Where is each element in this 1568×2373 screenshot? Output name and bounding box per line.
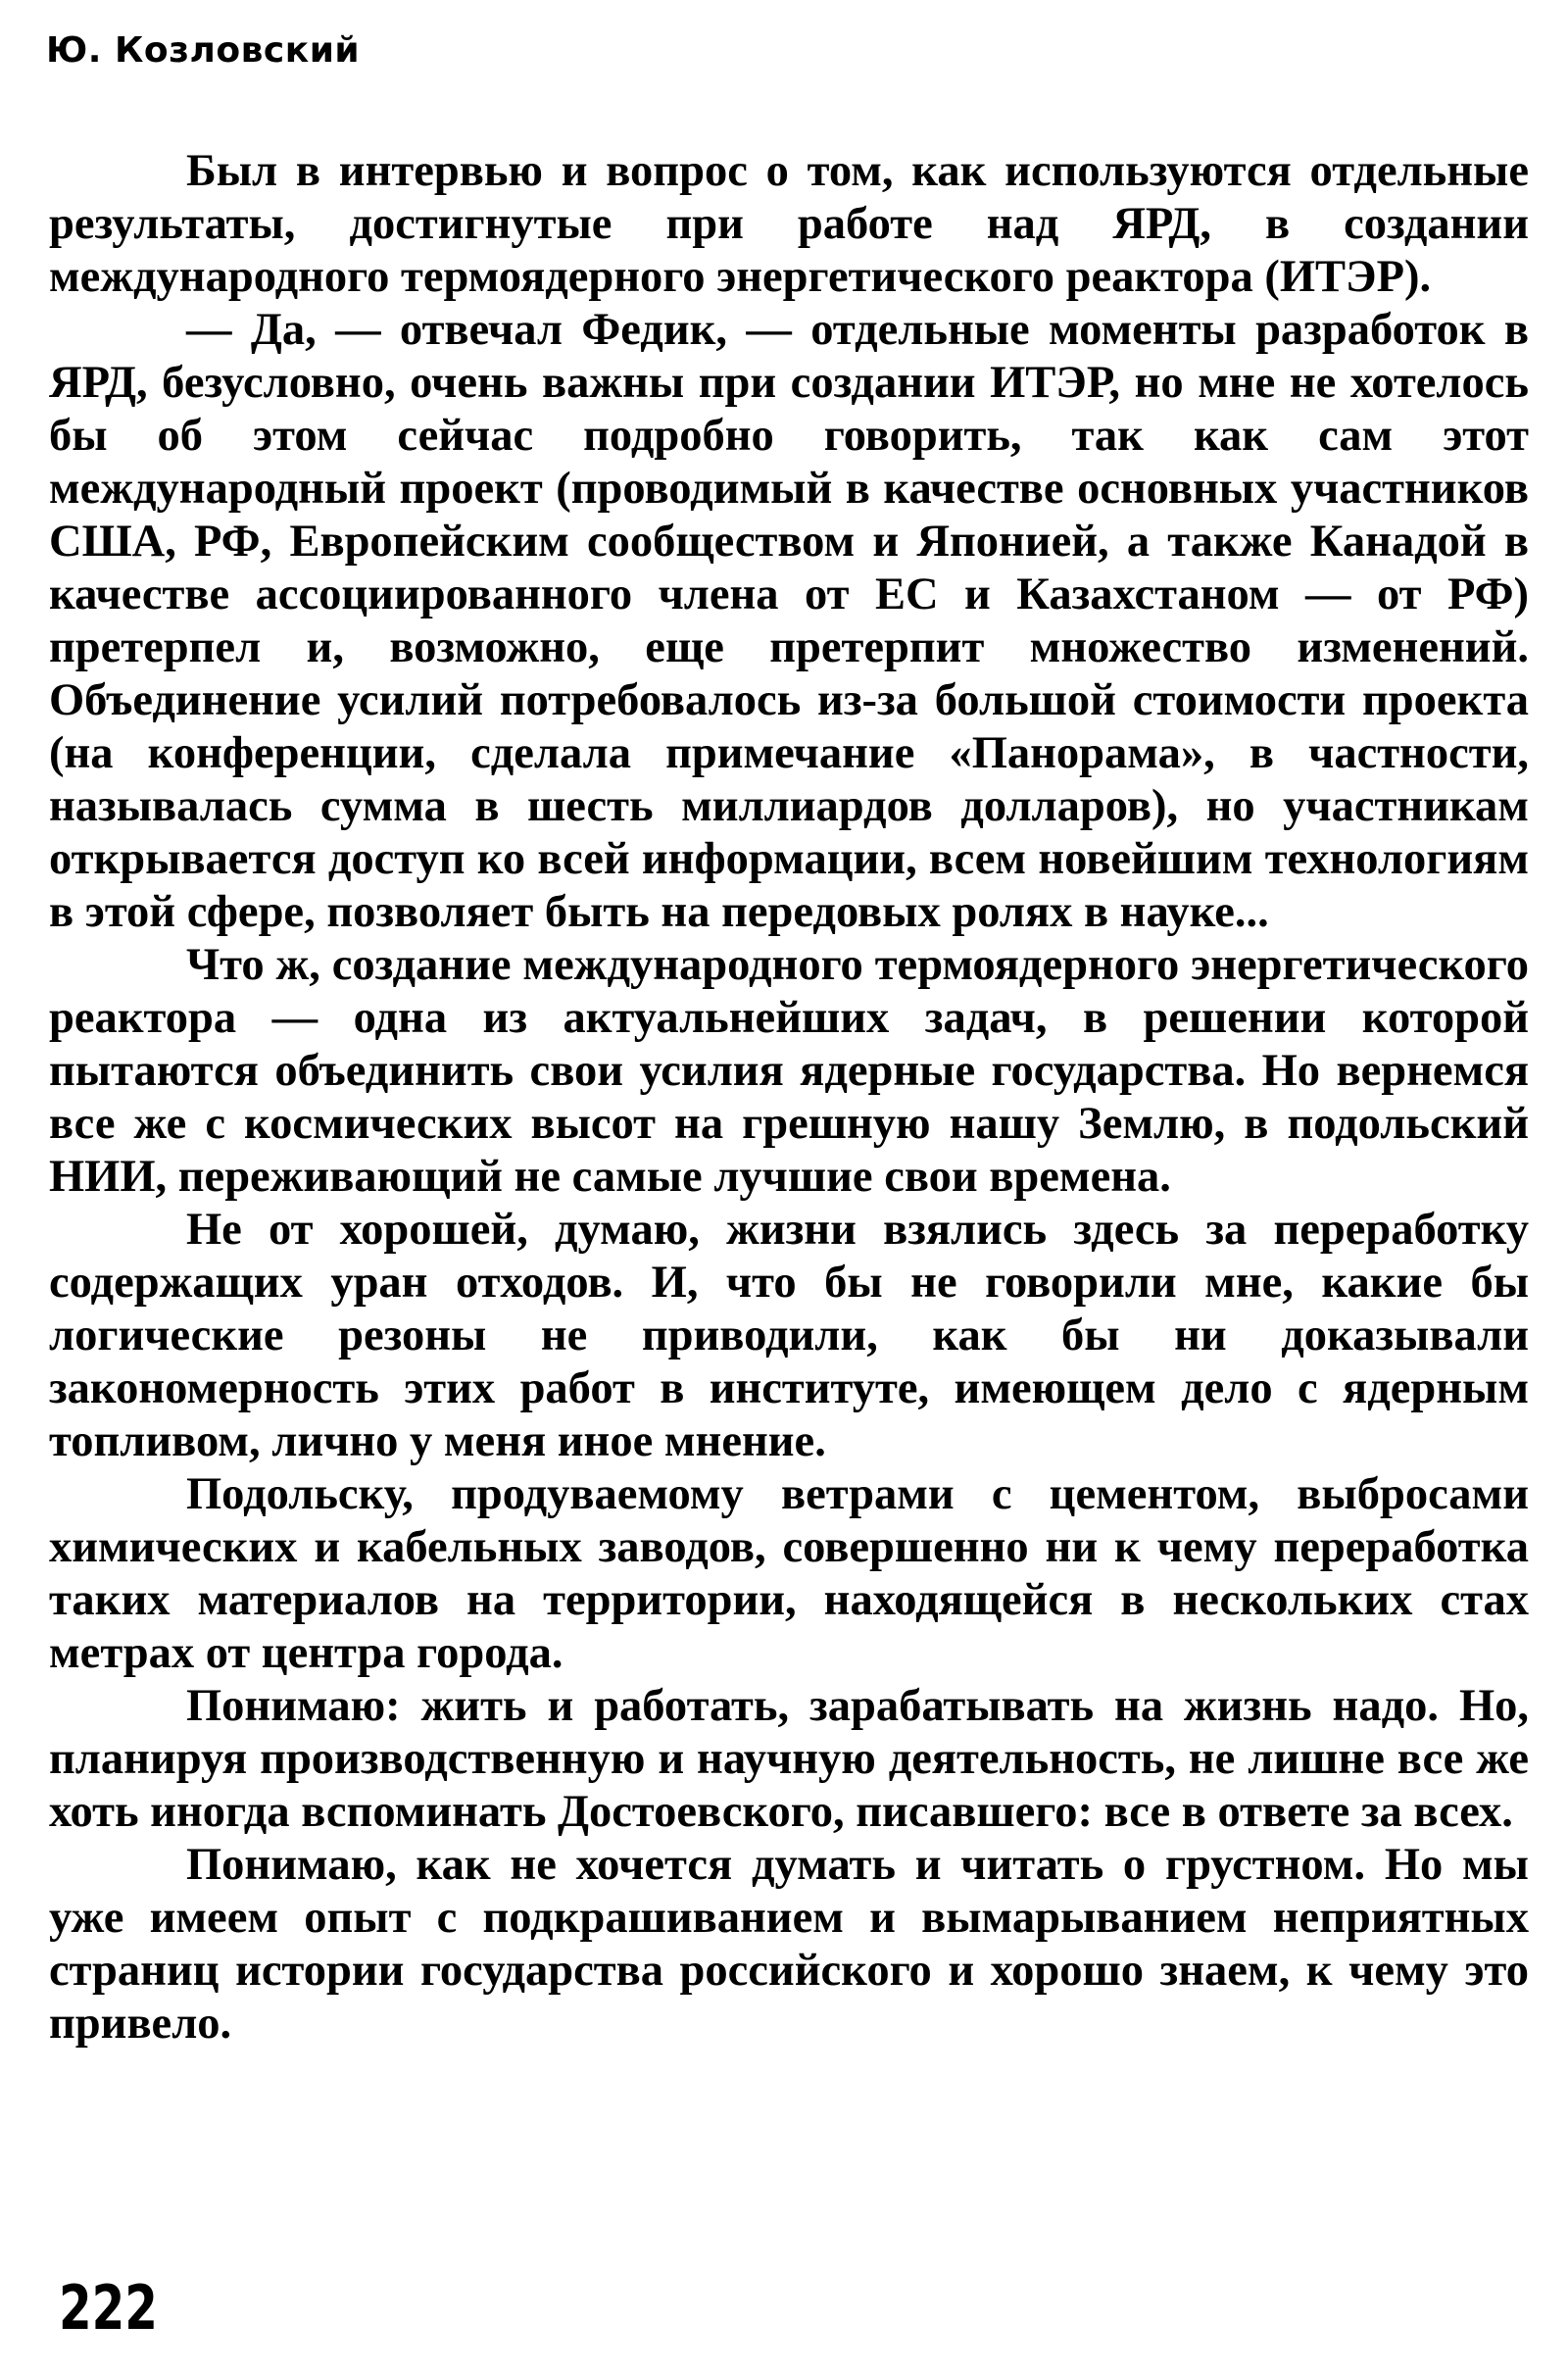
page-number: 222 <box>59 2272 158 2344</box>
paragraph: Был в интервью и вопрос о том, как используются отдельные результаты, достигнутые при работе над ЯРД, в создании международного термоядерного энергетического реактора (ИТЭР). <box>49 146 1529 302</box>
paragraph: Понимаю, как не хочется думать и читать о грустном. Но мы уже имеем опыт с подкрашиванием и вымарыванием неприятных страниц истории государства российского и хорошо знаем, к чему это привело. <box>49 1840 1529 2049</box>
page-body <box>49 145 1529 2051</box>
paragraph: Понимаю: жить и работать, зарабатывать на жизнь надо. Но, планируя производственную и научную деятельность, не лишне все же хоть иногда вспоминать Достоевского, писавшего: все в ответе за всех. <box>49 1681 1529 1837</box>
paragraph: Что ж, создание международного термоядерного энергетического реактора — одна из актуальнейших задач, в решении которой пытаются объединить свои усилия ядерные государства. Но вернемся все же с космических высот на грешную нашу Землю, в подольский НИИ, переживающий не самые лучшие свои времена. <box>49 940 1529 1202</box>
paragraph: Подольску, продуваемому ветрами с цементом, выбросами химических и кабельных заводов, совершенно ни к чему переработка таких материалов на территории, находящейся в нескольких стах метрах от центра города. <box>49 1469 1529 1678</box>
paragraph: Не от хорошей, думаю, жизни взялись здесь за переработку содержащих уран отходов. И, что бы не говорили мне, какие бы логические резоны не приводили, как бы ни доказывали закономерность этих работ в институте, имеющем дело с ядерным топливом, лично у меня иное мнение. <box>49 1205 1529 1466</box>
paragraph: — Да, — отвечал Федик, — отдельные моменты разработок в ЯРД, безусловно, очень важны при создании ИТЭР, но мне не хотелось бы об этом сейчас подробно говорить, так как сам этот международный проект (проводимый в качестве основных участников США, РФ, Европейским сообществом и Японией, а также Канадой в качестве ассоциированного члена от ЕС и Казахстаном — от РФ) претерпел и, возможно, еще претерпит множество изменений. Объединение усилий потребовалось из-за большой стоимости проекта (на конференции, сделала примечание «Панорама», в частности, называлась сумма в шесть миллиардов долларов), но участникам открывается доступ ко всей информации, всем новейшим технологиям в этой сфере, позволяет быть на передовых ролях в науке... <box>49 305 1529 937</box>
running-header: Ю. Козловский <box>46 30 361 71</box>
